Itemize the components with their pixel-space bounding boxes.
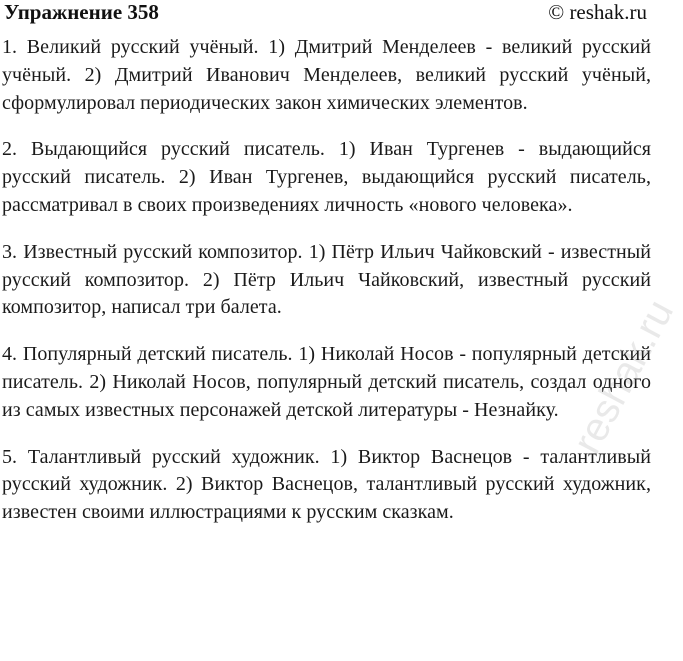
exercise-title: Упражнение 358 [4, 0, 159, 24]
answer-paragraph-2: 2. Выдающийся русский писатель. 1) Иван Тургенев - выдающийся русский писатель. 2) Иван Тургенев, выдающийся русский писатель, рассматривал в своих произведениях личность «нового человека». [2, 138, 651, 216]
site-credit: © reshak.ru [548, 0, 647, 24]
page-header [2, 0, 653, 26]
watermark: reshak.ru [565, 292, 683, 461]
exercise-answer [2, 34, 651, 527]
answer-paragraph-3: 3. Известный русский композитор. 1) Пётр Ильич Чайковский - известный русский композитор. 2) Пётр Ильич Чайковский, известный русский композитор, написал три балета. [2, 240, 651, 319]
answer-paragraph-1: 1. Великий русский учёный. 1) Дмитрий Менделеев - великий русский учёный. 2) Дмитрий Иванович Менделеев, великий русский учёный, сформулировал периодических закон химических элементов. [2, 36, 651, 114]
answer-paragraph-4: 4. Популярный детский писатель. 1) Николай Носов - популярный детский писатель. 2) Николай Носов, популярный детский писатель, создал одного из самых известных персонажей детской литературы - Незнайку. [2, 343, 651, 421]
answer-paragraph-5: 5. Талантливый русский художник. 1) Виктор Васнецов - талантливый русский художник. 2) Виктор Васнецов, талантливый русский художник, известен своими иллюстрациями к русским сказкам. [2, 445, 651, 524]
